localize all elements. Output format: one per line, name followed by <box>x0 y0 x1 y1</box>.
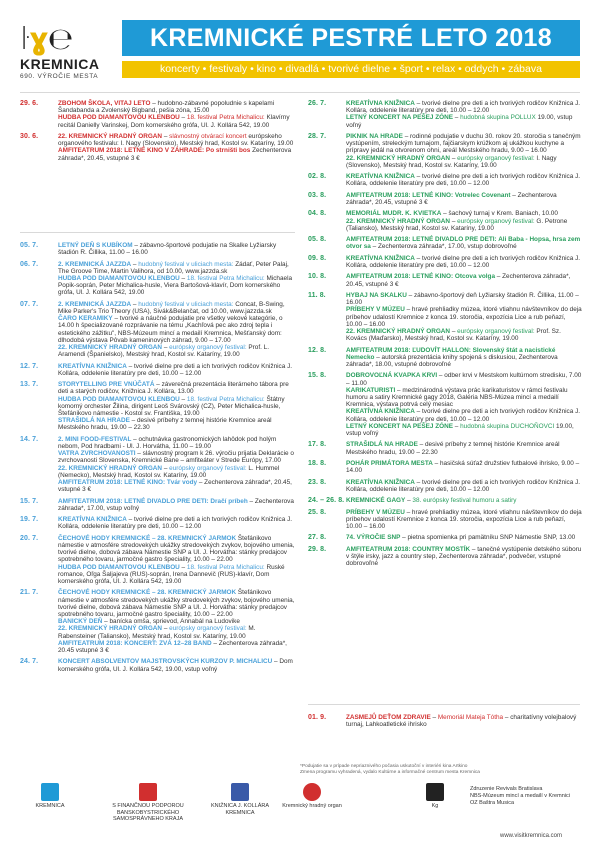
event-date: 30. 6. <box>20 133 39 140</box>
event-description: ČECHOVÉ HODY KREMNICKÉ – 28. KREMNICKÝ JARMOK Štefánikovo námestie v atmosfére stredovekých ukážky stredovekých zvykov, bojového umenia, tvorivé dielne, dobová zábava Námestie SNP a Ul. J. Horvátha: stánky predajcov spotrebného tovaru, jarmočné gastro špeciality, 10.00 – 22.00 BANICKÝ DEŇ – banícka omša, sprievod, Annabál na Ludovike 22. KREMNICKÝ HRADNÝ ORGAN – európsky organový festival: M. Rabensteiner (Taliansko), Mestský hrad, Kostol sv. Kataríny, 19.00 AMFITEATRUM 2018: KONCERT: ZVÁ 12–28 BAND – Zechenterova záhrada*, 20.45 vstupné 3 € <box>58 589 295 655</box>
event-date: 05. 7. <box>20 242 39 249</box>
event-item <box>308 479 583 493</box>
event-description: KREATÍVNA KNIŽNICA – tvorivé dielne pre deti a ich tvorivých rodičov Knižnica J. Kollára, oddelenie literatúry pre deti, 10.00 – 12.00 <box>346 173 581 188</box>
event-description: PRÍBEHY V MÚZEU – hravé prehliadky múzea, ktoré vtiahnu návštevníkov do deja príbehov udalostí Kremnice z konca 19. storočia, expozícia Lice a rub peňazí, 10.00 – 16.00 <box>346 508 582 530</box>
event-item <box>20 516 295 530</box>
column-top-left <box>20 100 295 166</box>
event-item <box>308 292 583 342</box>
event-date: 18. 8. <box>308 459 327 467</box>
event-description: 2. KREMNICKÁ JAZZDA – hudobný festival v uliciach mesta: Concat, B-Swing, Mike Parker's Trio Theory (USA), Sivák&Belančat, od 10.00, www.jazzda.sk ČARO KERAMIKY – tvorivé a náučné podujatie pre všetky vekové kategórie, o 14.00 h špecializované rozprávanie na tému „Kachľová pec ako zdroj tepla i estetického zážitku", NBS-Múzeum mincí a medailí Kremnica, Mešťanský dom: dlhodobá výstava Pôvab kameninových záhrad, 9.00 – 17.00 22. KREMNICKÝ HRADNÝ ORGAN – európsky organový festival: Prof. L. Aramendi (Španielsko), Mestský hrad, Kostol sv. Kataríny, 19.00 <box>58 300 285 359</box>
event-date: 09. 8. <box>308 254 327 262</box>
footer-notes <box>300 764 580 775</box>
event-item <box>308 546 583 568</box>
event-description: AMFITEATRUM 2018: COUNTRY MOSTÍK – tanečné vystúpenie detského súboru v štýle irsky, jazz a country step, Zechenterova záhrada*, podvečer, vstupné dobrovoľné <box>346 545 582 568</box>
event-item <box>308 509 583 531</box>
event-description: ZBOHOM ŠKOLA, VITAJ LETO – hudobno-zábavné popoludnie s kapelami Šandabanda a Zvolenský Bigband, pešia zóna, 15.00 HUDBA POD DIAMANTOVOU KLENBOU – 18. festival Petra Michalicu: Klavírny recitál Danielly Varinskej, Dom kornerského grófa, Ul. J. Kollára 542, 19.00 <box>58 100 290 129</box>
event-description: 2. MINI FOOD-FESTIVAL – ochutnávka gastronomických lahôdok pod holým nebom, Pod hradbami - Ul. J. Horvátha, 11.00 – 19.00 VATRA ZVRCHOVANOSTI – slávnostný program k 26. výročiu prijatia Deklarácie o zvrchovanosti Slovenska, Kremnické Bane – amfiteáter v Strede Európy, 17.00 22. KREMNICKÝ HRADNÝ ORGAN – európsky organový festival: L. Hummel (Nemecko), Mestský hrad, Kostol sv. Kataríny, 19.00 AMFITEATRUM 2018: LETNÉ KINO: Tvár vody – Zechenterova záhrada*, 20.45, vstupné 3 € <box>58 435 294 494</box>
event-description: 2. KREMNICKÁ JAZZDA – hudobný festival v uliciach mesta: Zádať, Peter Palaj, The Groove Time, Martin Valihora, od 10.00, www.jazzda.sk HUDBA POD DIAMANTOVOU KLENBOU – 18. festival Petra Michalicu: Michaela Popik-soprán, Peter Michalica-husle, Viera Bartošová-klavír, Dom kornerského grófa, Ul. J. Kollára 542, 19.00 <box>58 260 293 297</box>
event-description: LETNÝ DEŇ S KUBÍKOM – zábavno-športové podujatie na Skalke Lyžiarsky štadión R. Čillika, 11.00 – 16.00 <box>58 242 277 257</box>
event-item <box>20 436 295 494</box>
event-item <box>20 100 295 129</box>
event-date: 01. 9. <box>308 714 327 721</box>
event-date: 21. 7. <box>20 589 39 597</box>
event-description: MEMORIÁL MUDR. K. KVIETKA – šachový turnaj v Krem. Baniach, 10.00 22. KREMNICKÝ HRADNÝ ORGAN – európsky organový festival: G. Petrone (Taliansko), Mestský hrad, Kostol sv. Kataríny, 19.00 <box>346 210 568 232</box>
event-date: 10. 8. <box>308 273 327 281</box>
event-description: ČECHOVÉ HODY KREMNICKÉ – 28. KREMNICKÝ JARMOK Štefánikovo námestie v atmosfére stredovekých ukážky stredovekých zvykov, bojového umenia, tvorivé dielne, dobová zábava Námestie SNP a Ul. J. Horvátha: stánky predajcov spotrebného tovaru, jarmočné gastro špeciality, 10.00 – 22.00 HUDBA POD DIAMANTOVOU KLENBOU – 18. festival Petra Michalicu: Ruské romance, Oľga Šaljajeva (RUS)-soprán, Irena Dannevič (RUS)-klavír, Dom kornerského grófa, Ul. J. Kollára 542, 19.00 <box>58 534 295 586</box>
event-item <box>20 658 295 672</box>
page-title: KREMNICKÉ PESTRÉ LETO 2018 <box>150 24 552 52</box>
event-item <box>308 255 583 269</box>
event-date: 06. 7. <box>20 260 39 268</box>
partner-item: OZ Baštra Musica <box>470 799 515 806</box>
event-item <box>308 192 583 206</box>
event-item <box>308 210 583 232</box>
event-description: PIKNIK NA HRADE – rodinné podujatie v duchu 30. rokov 20. storočia s tanečným vystúpením, streleckým turnajom, fajčiarskym krúžkom aj ukážkou kuchyne a prípravy jedál na otvorenom ohni, areál Mestského hradu, 9.00 – 16.00 22. KREMNICKÝ HRADNÝ ORGAN – európsky organový festival: I. Nagy (Slovensko), Mestský hrad, Kostol sv. Kataríny, 19.00 <box>346 133 581 169</box>
event-description: AMFITEATRUM 2018: LETNÉ KINO: Otcova volga – Zechenterova záhrada*, 20.45, vstupné 3 € <box>346 273 571 288</box>
event-item <box>308 173 583 187</box>
event-item <box>20 133 295 162</box>
event-date: 05. 8. <box>308 236 327 244</box>
divider <box>308 704 580 705</box>
logo-label: Kremnický hradný organ <box>282 803 342 809</box>
event-date: 03. 8. <box>308 191 327 199</box>
event-description: AMFITEATRUM 2018: ĽUDOVÍT HALLON: Slovenský štát a nacistické Nemecko – autorská prezentácia knihy spojená s diskusiou, Zechenterova záhrada*, 18.00, vstupné dobrovoľné <box>346 346 558 368</box>
tags-text: koncerty • festivaly • kino • divadlá • tvorivé dielne • šport • relax • oddych • zábava <box>160 63 542 75</box>
event-description: KREATÍVNA KNIŽNICA – tvorivé dielne pre deti a ich tvorivých rodičov Knižnica J. Kollára, oddelenie literatúry pre deti, 10.00 – 12.00 <box>58 362 293 377</box>
kremnica-logo <box>20 24 115 86</box>
event-item <box>20 381 295 431</box>
event-date: 29. 8. <box>308 545 327 553</box>
event-item <box>308 372 583 437</box>
logo-bbsk <box>108 783 188 823</box>
event-date: 15. 7. <box>20 497 39 505</box>
kg-icon <box>426 783 444 801</box>
event-item <box>308 273 583 287</box>
event-description: STRAŠIDLÁ NA HRADE – desivé príbehy z temnej histórie Kremnice areál Mestského hradu, 19.00 – 22.30 <box>346 441 560 456</box>
organ-icon <box>303 783 321 801</box>
logo-label: S FINANČNOU PODPOROU BANSKOBYSTRICKÉHO SAMOSPRÁVNEHO KRAJA <box>112 803 184 822</box>
event-date: 07. 7. <box>20 300 39 308</box>
logo-hradny-organ <box>282 783 342 810</box>
event-date: 24. – 26. 8. <box>308 497 345 505</box>
website-link[interactable]: www.visitkremnica.com <box>500 833 563 839</box>
title-banner <box>122 20 580 56</box>
event-item <box>308 100 583 129</box>
logo-name: KREMNICA <box>20 56 100 72</box>
event-item <box>20 301 295 359</box>
footer-note: Zmena programu vyhradená, vydalo Kultúrne a informačné centrum mesta Kremnica <box>300 769 480 775</box>
event-item <box>308 714 583 728</box>
event-description: HYBAJ NA SKALKU – zábavno-športový deň Lyžiarsky štadión R. Čillika, 11.00 – 16.00 PRÍBEHY V MÚZEU – hravé prehliadky múzea, ktoré vtiahnu návštevníkov do deja príbehov udalostí Kremnice z konca 19. storočia, expozícia Lice a rub peňazí, 10.00 – 16.00 22. KREMNICKÝ HRADNÝ ORGAN – európsky organový festival: Prof. Sz. Kovács (Maďarsko), Mestský hrad, Kostol sv. Kataríny, 19.00 <box>346 291 582 343</box>
kremnica-icon <box>41 783 59 801</box>
event-description: POHÁR PRIMÁTORA MESTA – hasičská súťaž družstiev futbalové ihrisko, 9.00 – 14.00 <box>346 459 580 475</box>
event-date: 12. 8. <box>308 346 327 354</box>
event-item <box>20 242 295 256</box>
divider <box>20 92 580 93</box>
logo-label: KREMNICA <box>35 803 65 809</box>
logo-label: KNIŽNICA J. KOLLÁRA KREMNICA <box>210 803 270 816</box>
event-date: 14. 7. <box>20 435 39 443</box>
event-item <box>20 589 295 654</box>
event-description: KREMNICKÉ GAGY – 38. európsky festival humoru a satiry <box>346 497 517 505</box>
event-item <box>308 347 583 369</box>
event-date: 25. 8. <box>308 508 327 516</box>
event-description: KREATÍVNA KNIŽNICA – tvorivé dielne pre deti a ich tvorivých rodičov Knižnica J. Kollára, oddelenie literatúry pre deti, 10.00 – 12.00 LETNÝ KONCERT NA PEŠEJ ZÓNE – hudobná skupina POLLUX 19.00, vstup voľný <box>346 100 581 129</box>
event-date: 11. 8. <box>308 291 326 299</box>
partners-list <box>470 786 580 806</box>
divider <box>20 232 295 233</box>
event-item <box>308 236 583 250</box>
event-description: KREATÍVNA KNIŽNICA – tvorivé dielne pre deti a ich tvorivých rodičov Knižnica J. Kollára, oddelenie literatúry pre deti, 10.00 – 12.00 <box>58 516 293 531</box>
partner-item: NBS-Múzeum mincí a medailí v Kremnici <box>470 792 570 799</box>
event-description: AMFITEATRUM 2018: LETNÉ DIVADLO PRE DETI: Ali Baba - Hopsa, hrsa zem otvor sa – Zechenterova záhrada*, 17.00, vstup dobrovoľné <box>346 236 581 251</box>
event-date: 17. 8. <box>308 441 327 449</box>
event-date: 04. 8. <box>308 210 327 218</box>
tags-banner <box>122 61 580 78</box>
logo-kniznica <box>210 783 270 816</box>
event-date: 24. 7. <box>20 658 39 666</box>
event-date: 20. 7. <box>20 534 39 542</box>
event-item <box>308 460 583 474</box>
column-bottom-right <box>308 714 583 733</box>
event-description: AMFITEATRUM 2018: LETNÉ KINO: Votrelec Covenant – Zechenterova záhrada*, 20.45, vstupné 3 € <box>346 191 557 206</box>
event-date: 02. 8. <box>308 173 327 181</box>
logo-label: Kg <box>431 803 439 809</box>
event-item <box>308 441 583 455</box>
event-item <box>308 133 583 169</box>
logo-mark-icon: ŀɣ℮ <box>20 22 73 57</box>
event-item <box>308 534 583 541</box>
column-right <box>308 100 583 572</box>
column-left <box>20 242 295 677</box>
event-date: 27. 8. <box>308 534 327 542</box>
event-date: 28. 7. <box>308 133 327 140</box>
event-item <box>20 498 295 512</box>
event-date: 26. 7. <box>308 100 327 107</box>
event-description: AMFITEATRUM 2018: LETNÉ DIVADLO PRE DETI: Dračí príbeh – Zechenterova záhrada*, 17.00, vstup voľný <box>58 497 294 512</box>
footer-note: *Podujatie sa v prípade nepriaznivého počasia uskutoční v interiéri kina Artkino <box>300 764 468 769</box>
event-date: 23. 8. <box>308 478 327 486</box>
event-item <box>308 497 583 504</box>
kniznica-icon <box>231 783 249 801</box>
event-description: ZASMEJŮ DEŤOM ZDRAVIE – Memoriál Mateja Tótha – charitatívny volejbalový turnaj, Lahkoatletické ihrisko <box>346 714 577 729</box>
logo-kg <box>420 783 450 810</box>
event-description: STORYTELLING PRE VNÚČATÁ – záverečná prezentácia literárneho tábora pre deti a starých rodičov, Knižnica J. Kollára, 13.00 HUDBA POD DIAMANTOVOU KLENBOU – 18. festival Petra Michalicu: Štátny komorný orchester Žilina, dirigent Leoš Svárovský (CZ), Peter Michalica-husle, Štefánikovo námestie - Kostol sv. Františka, 19.00 STRAŠIDLÁ NA HRADE – desivé príbehy z temnej histórie Kremnice areál Mestského hradu, 19.00 – 22.30 <box>58 381 289 432</box>
event-date: 19. 7. <box>20 516 39 524</box>
event-date: 12. 7. <box>20 362 39 370</box>
event-item <box>20 535 295 585</box>
logo-kremnica <box>20 783 80 810</box>
event-item <box>20 261 295 297</box>
event-date: 15. 8. <box>308 372 327 380</box>
event-description: KREATÍVNA KNIŽNICA – tvorivé dielne pre deti a ich tvorivých rodičov Knižnica J. Kollára, oddelenie literatúry pre deti, 10.00 – 12.00 <box>346 478 581 493</box>
bbsk-icon <box>139 783 157 801</box>
event-item <box>20 363 295 377</box>
logo-sub: 690. VÝROČIE MESTA <box>20 73 99 80</box>
event-description: 22. KREMNICKÝ HRADNÝ ORGAN – slávnostný otvárací koncert európskeho organového festivalu: I. Nagy (Slovensko), Mestský hrad, Kostol sv. Kataríny, 19.00 AMFITEATRUM 2018: LETNÉ KINO V ZÁHRADE: Po strništi bos Zechenterova záhrada*, 20.45, vstupné 3 € <box>58 133 294 162</box>
event-date: 13. 7. <box>20 381 39 389</box>
event-date: 29. 6. <box>20 100 39 107</box>
event-description: DOBROVOĽNÁ KVAPKA KRVI – odber krvi v Mestskom kultúrnom stredisku, 7.00 – 11.00 KARIKATURISTI – medzinárodná výstava prác karikaturistov v rámci festivalu humoru a satiry Kremnické gagy 2018, Galéria NBS-Múzea mincí a medailí Kremnica, výstava potrvá celý mesiac KREATÍVNA KNIŽNICA – tvorivé dielne pre deti a ich tvorivých rodičov Knižnica J. Kollára, oddelenie literatúry pre deti, 10.00 – 12.00 LETNÝ KONCERT NA PEŠEJ ZÓNE – hudobná skupina DUCHOŇOVCI 19.00, vstup voľný <box>346 372 582 437</box>
event-description: KREATÍVNA KNIŽNICA – tvorivé dielne pre deti a ich tvorivých rodičov Knižnica J. Kollára, oddelenie literatúry pre deti, 10.00 – 12.00 <box>346 254 581 269</box>
event-description: 74. VÝROČIE SNP – pietna spomienka pri pamätníku SNP Námestie SNP, 13.00 <box>346 534 576 542</box>
event-description: KONCERT ABSOLVENTOV MAJSTROVSKÝCH KURZOV P. MICHALICU – Dom kornerského grófa, Ul. J. Kollára 542, 19.00, vstup voľný <box>58 658 293 673</box>
partner-item: Zdruzenie Revivals Bratislava <box>470 786 543 792</box>
